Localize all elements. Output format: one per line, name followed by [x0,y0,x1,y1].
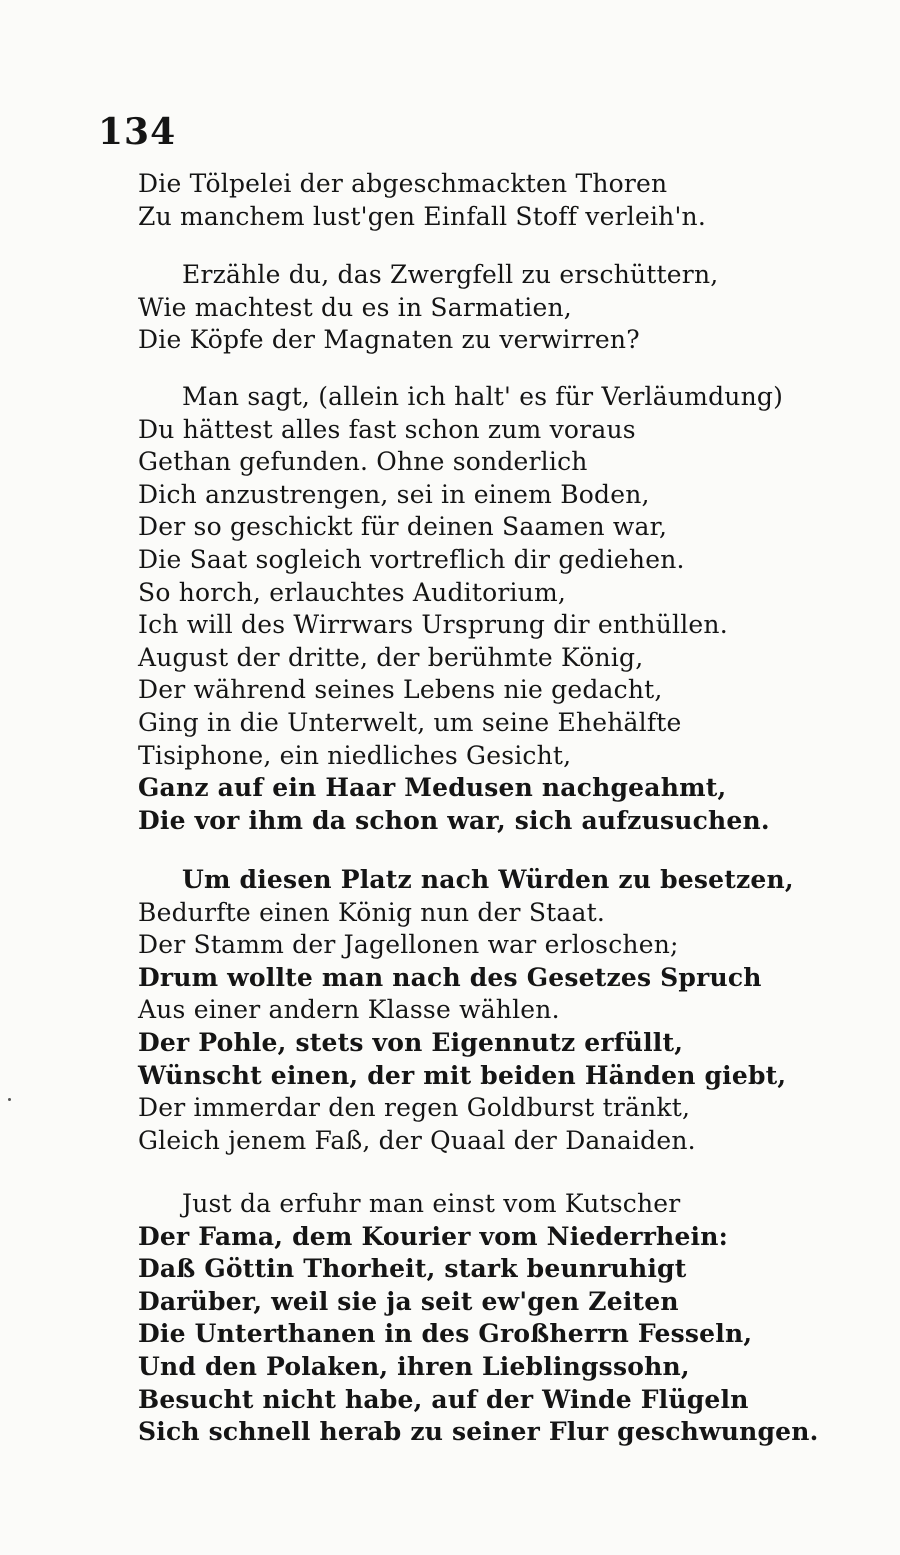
stanza-5 [138,1188,819,1449]
verse-line: Wie machtest du es in Sarmatien, [138,292,572,322]
stanza-3 [138,381,783,837]
verse-line: Um diesen Platz nach Würden zu besetzen, [182,865,794,894]
verse-line: August der dritte, der berühmte König, [138,642,644,672]
stanza-1 [138,168,706,233]
verse-line: Die Unterthanen in des Großherrn Fesseln, [138,1319,753,1349]
verse-line: Gleich jenem Faß, der Quaal der Danaiden. [138,1125,696,1155]
verse-line: Daß Göttin Thorheit, stark beunruhigt [138,1254,687,1284]
verse-line: Aus einer andern Klasse wählen. [138,995,560,1025]
verse-line: Wünscht einen, der mit beiden Händen giebt, [138,1060,787,1090]
verse-line: Man sagt, (allein ich halt' es für Verläumdung) [182,382,784,411]
verse-line: Erzähle du, das Zwergfell zu erschüttern, [182,260,719,289]
stanza-4 [138,864,794,1157]
page-number: 134 [98,111,177,153]
verse-line: Gethan gefunden. Ohne sonderlich [138,447,588,477]
verse-line: Der Stamm der Jagellonen war erloschen; [138,930,679,960]
verse-line: So horch, erlauchtes Auditorium, [138,577,567,607]
verse-line: Die Tölpelei der abgeschmackten Thoren [138,169,668,198]
verse-line: Sich schnell herab zu seiner Flur geschwungen. [138,1417,819,1447]
stanza-2 [138,259,718,357]
verse-line: Und den Polaken, ihren Lieblingssohn, [138,1351,690,1381]
verse-line: Die Köpfe der Magnaten zu verwirren? [138,325,640,355]
verse-line: Du hättest alles fast schon zum voraus [138,414,636,444]
verse-line: Die Saat sogleich vortreflich dir gediehen. [138,544,685,574]
verse-line: Bedurfte einen König nun der Staat. [138,897,606,927]
margin-speck [8,1098,11,1101]
verse-line: Der Fama, dem Kourier vom Niederrhein: [138,1221,729,1251]
verse-line: Tisiphone, ein niedliches Gesicht, [138,740,572,770]
verse-line: Der während seines Lebens nie gedacht, [138,675,663,705]
verse-line: Besucht nicht habe, auf der Winde Flügeln [138,1384,749,1414]
verse-line: Der immerdar den regen Goldburst tränkt, [138,1093,691,1123]
verse-line: Dich anzustrengen, sei in einem Boden, [138,479,650,509]
verse-line: Zu manchem lust'gen Einfall Stoff verleih'n. [138,201,706,231]
verse-line: Der Pohle, stets von Eigennutz erfüllt, [138,1027,684,1057]
verse-line: Die vor ihm da schon war, sich aufzusuchen. [138,805,770,835]
verse-line: Ganz auf ein Haar Medusen nachgeahmt, [138,773,727,803]
verse-line: Just da erfuhr man einst vom Kutscher [182,1189,681,1218]
verse-line: Darüber, weil sie ja seit ew'gen Zeiten [138,1286,679,1316]
verse-line: Der so geschickt für deinen Saamen war, [138,512,668,542]
verse-line: Ging in die Unterwelt, um seine Ehehälfte [138,707,682,737]
verse-line: Ich will des Wirrwars Ursprung dir enthüllen. [138,610,728,640]
verse-line: Drum wollte man nach des Gesetzes Spruch [138,962,762,992]
